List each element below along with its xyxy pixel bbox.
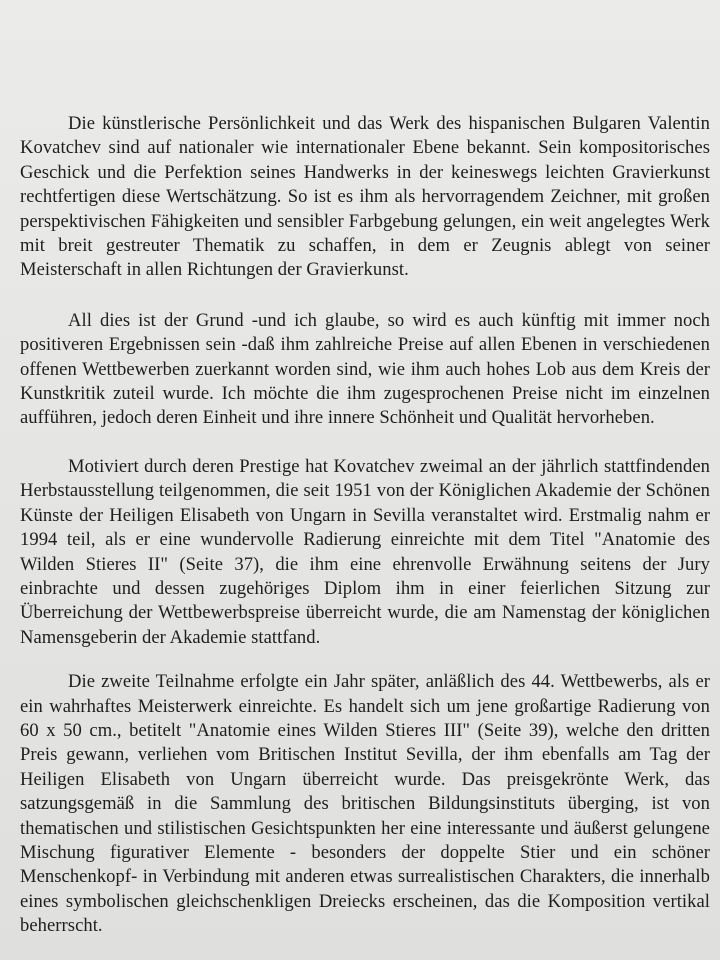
body-text (20, 112, 710, 939)
paragraph-1: Die künstlerische Persönlichkeit und das Werk des hispanischen Bulgaren Valentin Kovatchev sind auf nationaler wie internationaler Ebene bekannt. Sein kompositorisches Geschick und die Perfektion seines Handwerks in der keineswegs leichten Gravierkunst rechtfertigen diese Wertschätzung. So ist es ihm als hervorragendem Zeichner, mit großen perspektivischen Fähigkeiten und sensibler Farbgebung gelungen, ein weit angelegtes Werk mit breit gestreuter Thematik zu schaffen, in dem er Zeugnis ablegt von seiner Meisterschaft in allen Richtungen der Gravierkunst. (20, 113, 710, 281)
paragraph-2: All dies ist der Grund -und ich glaube, so wird es auch künftig mit immer noch positiveren Ergebnissen sein -daß ihm zahlreiche Preise auf allen Ebenen in verschiedenen offenen Wettbewerben zuerkannt worden sind, wie ihm auch hohes Lob aus dem Kreis der Kunstkritik zuteil wurde. Ich möchte die ihm zugesprochenen Preise nicht im einzelnen aufführen, jedoch deren Einheit und ihre innere Schönheit und Qualität hervorheben. (20, 309, 710, 429)
paragraph-4: Die zweite Teilnahme erfolgte ein Jahr später, anläßlich des 44. Wettbewerbs, als er ein wahrhaftes Meisterwerk einreichte. Es handelt sich um jene großartige Radierung von 60 x 50 cm., betitelt "Anatomie eines Wilden Stieres III" (Seite 39), welche den dritten Preis gewann, verliehen vom Britischen Institut Sevilla, der ihm ebenfalls am Tag der Heiligen Elisabeth von Ungarn überreicht wurde. Das preisgekrönte Werk, das satzungsgemäß in die Sammlung des britischen Bildungsinstituts überging, ist von thematischen und stilistischen Gesichtspunkten her eine interessante und äußerst gelungene Mischung figurativer Elemente - besonders der doppelte Stier und ein schöner Menschenkopf- in Verbindung mit anderen etwas surrealistischen Charakters, die innerhalb eines symbolischen gleichschenkligen Dreiecks erscheinen, das die Komposition vertikal beherrscht. (20, 671, 710, 937)
paragraph-3: Motiviert durch deren Prestige hat Kovatchev zweimal an der jährlich stattfindenden Herbstausstellung teilgenommen, die seit 1951 von der Königlichen Akademie der Schönen Künste der Heiligen Elisabeth von Ungarn in Sevilla veranstaltet wird. Erstmalig nahm er 1994 teil, als er eine wundervolle Radierung einreichte mit dem Titel "Anatomie des Wilden Stieres II" (Seite 37), die ihm eine ehrenvolle Erwähnung seitens der Jury einbrachte und dessen zugehöriges Diplom ihm in einer feierlichen Sitzung zur Überreichung der Wettbewerbspreise überreicht wurde, die am Namenstag der königlichen Namensgeberin der Akademie stattfand. (20, 455, 710, 648)
